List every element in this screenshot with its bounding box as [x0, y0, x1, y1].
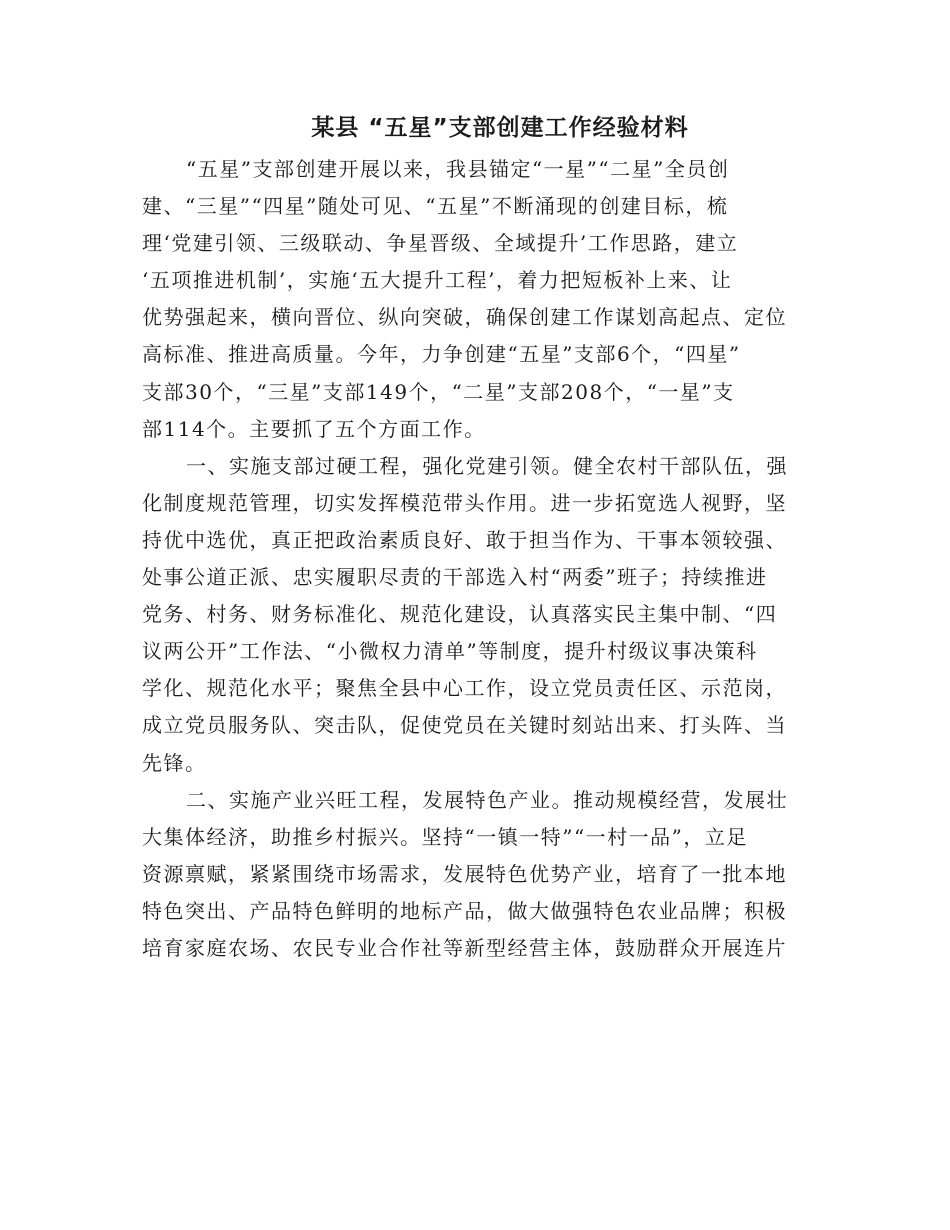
paragraph-line: 处事公道正派、忠实履职尽责的干部选入村“两委”班子；持续推进: [142, 565, 768, 590]
paragraph-line: 党务、村务、财务标准化、规范化建设，认真落实民主集中制、“四: [142, 602, 778, 627]
paragraph-line: 优势强起来，横向晋位、纵向突破，确保创建工作谋划高起点、定位: [142, 305, 787, 330]
paragraph-line: 特色突出、产品特色鲜明的地标产品，做大做强特色农业品牌；积极: [142, 898, 787, 923]
paragraph-line: 化制度规范管理，切实发挥模范带头作用。进一步拓宽选人视野，坚: [142, 490, 787, 515]
paragraph-first-line: 二、实施产业兴旺工程，发展特色产业。推动规模经营，发展壮: [186, 787, 788, 812]
paragraph-line: 部114个。主要抓了五个方面工作。: [142, 416, 486, 441]
paragraph-line: 成立党员服务队、突击队，促使党员在关键时刻站出来、打头阵、当: [142, 713, 787, 738]
document-body: [142, 151, 802, 967]
paragraph-line: 高标准、推进高质量。今年，力争创建“五星”支部6个，“四星”: [142, 342, 741, 367]
paragraph-line: 大集体经济，助推乡村振兴。坚持“一镇一特”“一村一品”，立足: [142, 824, 748, 849]
paragraph-line: 议两公开”工作法、“小微权力清单”等制度，提升村级议事决策科: [142, 639, 758, 664]
paragraph-line: 培育家庭农场、农民专业合作社等新型经营主体，鼓励群众开展连片: [142, 935, 787, 960]
document-title: 某县 “五星”支部创建工作经验材料: [311, 115, 689, 141]
paragraph-first-line: 一、实施支部过硬工程，强化党建引领。健全农村干部队伍，强: [186, 453, 788, 478]
paragraph-line: 理‘党建引领、三级联动、争星晋级、全域提升’工作思路，建立: [142, 231, 739, 256]
paragraph-first-line: “五星”支部创建开展以来，我县锚定“一星”“二星”全员创: [186, 157, 730, 181]
paragraph-line: 建、“三星”“四星”随处可见、“五星”不断涌现的创建目标，梳: [142, 194, 729, 219]
paragraph-line: 资源禀赋，紧紧围绕市场需求，发展特色优势产业，培育了一批本地: [142, 861, 787, 886]
paragraph-line: 先锋。: [142, 750, 207, 775]
paragraph-line: 支部30个，“三星”支部149个，“二星”支部208个，“一星”支: [142, 379, 735, 404]
paragraph-line: 学化、规范化水平；聚焦全县中心工作，设立党员责任区、示范岗，: [142, 676, 787, 701]
paragraph-line: ‘五项推进机制’，实施‘五大提升工程’，着力把短板补上来、让: [142, 268, 733, 293]
paragraph-line: 持优中选优，真正把政治素质良好、敢于担当作为、干事本领较强、: [142, 527, 787, 552]
